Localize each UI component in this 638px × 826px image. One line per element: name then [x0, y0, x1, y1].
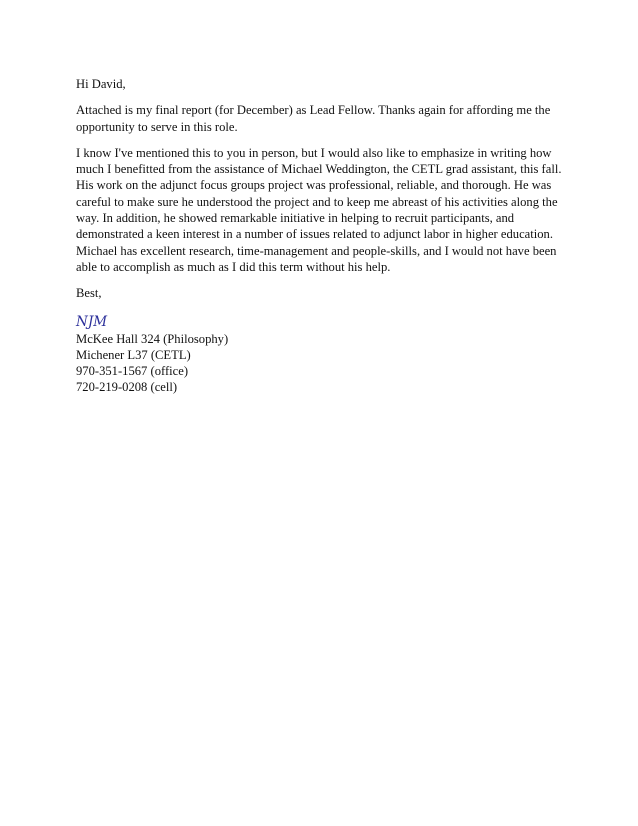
paragraph-line: able to accomplish as much as I did this term without his help.: [76, 259, 391, 274]
contact-line-cetl-location: Michener L37 (CETL): [76, 347, 191, 362]
paragraph-line: Michael has excellent research, time-management and people-skills, and I would not have been: [76, 243, 557, 258]
letter-closing: Best,: [76, 286, 102, 301]
paragraph-line: His work on the adjunct focus groups project was professional, reliable, and thorough. He was: [76, 178, 552, 193]
contact-line-office-location: McKee Hall 324 (Philosophy): [76, 331, 229, 346]
letter-paragraph-1: [76, 102, 566, 135]
paragraph-line: I know I've mentioned this to you in person, but I would also like to emphasize in writing how: [76, 145, 552, 160]
paragraph-line: way. In addition, he showed remarkable initiative in helping to recruit participants, and: [76, 211, 515, 226]
contact-line-office-phone: 970-351-1567 (office): [76, 364, 189, 379]
paragraph-line: demonstrated a keen interest in a number of issues related to adjunct labor in higher education.: [76, 227, 554, 242]
contact-block: [76, 331, 566, 396]
letter-greeting: Hi David,: [76, 77, 126, 91]
paragraph-line: careful to make sure he understood the project and to keep me abreast of his activities along the: [76, 194, 558, 209]
paragraph-line: much I benefitted from the assistance of Michael Weddington, the CETL grad assistant, this fall.: [76, 162, 562, 177]
letter-paragraph-2: [76, 145, 566, 275]
paragraph-line: Attached is my final report (for December) as Lead Fellow. Thanks again for affording me the: [76, 103, 551, 118]
paragraph-line: opportunity to serve in this role.: [76, 119, 238, 134]
letter-body: [76, 76, 566, 396]
contact-line-cell-phone: 720-219-0208 (cell): [76, 380, 178, 395]
signature-initials: NJM: [76, 313, 108, 330]
